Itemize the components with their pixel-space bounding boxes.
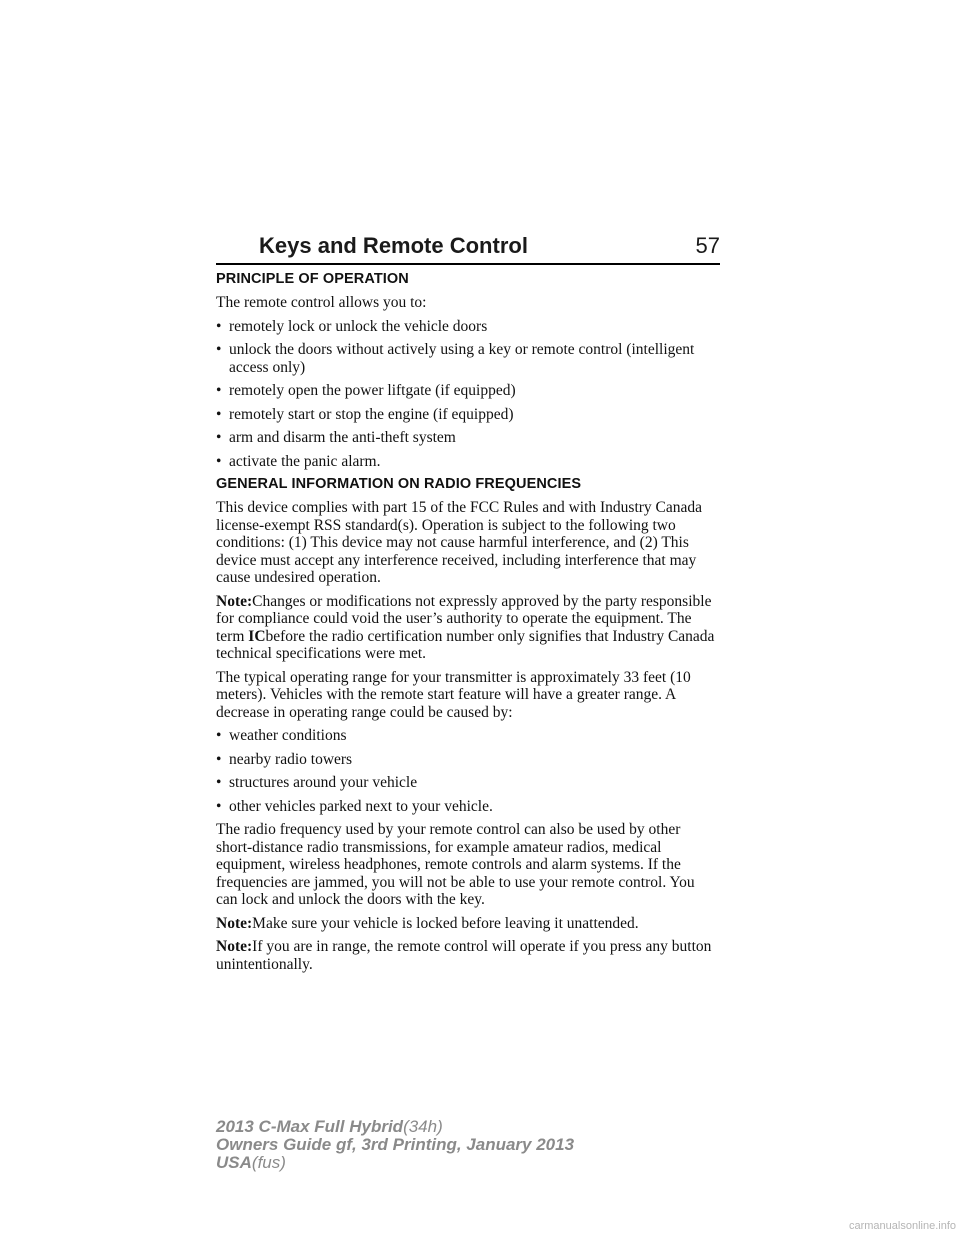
ic-term: IC: [248, 627, 266, 645]
intro-text: The remote control allows you to:: [216, 294, 427, 311]
range-factors-list: [216, 727, 720, 815]
watermark: carmanualsonline.info: [848, 1220, 956, 1232]
heading-radio-frequencies: GENERAL INFORMATION ON RADIO FREQUENCIES: [216, 476, 582, 492]
list-item: • unlock the doors without actively using a key or remote control (intelligent access only): [216, 341, 695, 376]
list-item: • remotely open the power liftgate (if equipped): [216, 382, 516, 399]
bullet-icon: •: [216, 405, 222, 423]
bullet-icon: •: [216, 750, 222, 768]
fcc-paragraph: This device complies with part 15 of the FCC Rules and with Industry Canada license-exempt RSS standard(s). Operation is subject to the following two conditions: (1) This device may not cause harmful interference, and (2) This device must accept any interference received, including interference that may cause undesired operation.: [216, 499, 703, 586]
note-modifications: Note:Changes or modifications not expressly approved by the party responsible for compliance could void the user’s authority to operate the equipment. The term ICbefore the radio certification number only signifies that Industry Canada technical specifications were met.: [216, 592, 715, 662]
section-title: Keys and Remote Control: [259, 233, 528, 258]
list-item: • remotely start or stop the engine (if equipped): [216, 405, 514, 423]
bullet-icon: •: [216, 429, 222, 446]
page-number: 57: [695, 233, 720, 258]
note-label: Note:: [216, 592, 253, 610]
list-item: • other vehicles parked next to your vehicle.: [216, 797, 493, 815]
list-item: • nearby radio towers: [216, 750, 353, 768]
note-locked: Note:Make sure your vehicle is locked before leaving it unattended.: [216, 914, 639, 932]
list-item: • structures around your vehicle: [216, 774, 418, 791]
note-label: Note:: [216, 938, 253, 955]
list-item: • remotely lock or unlock the vehicle doors: [216, 317, 488, 335]
bullet-icon: •: [216, 317, 222, 335]
range-paragraph: The typical operating range for your transmitter is approximately 33 feet (10 meters). Vehicles with the remote start feature will have a greater range. A decrease in operating range could be caused by:: [216, 668, 691, 721]
list-item: • weather conditions: [216, 727, 347, 744]
list-item: • activate the panic alarm.: [216, 452, 381, 470]
footer-line-region: USA(fus): [216, 1153, 286, 1172]
bullet-icon: •: [216, 341, 222, 358]
frequency-paragraph: The radio frequency used by your remote control can also be used by other short-distance radio transmissions, for example amateur radios, medical equipment, wireless headphones, remote controls and alarm systems. If the frequencies are jammed, you will not be able to use your remote control. You can lock and unlock the doors with the key.: [216, 821, 695, 908]
footer-line-printing: Owners Guide gf, 3rd Printing, January 2013: [216, 1135, 575, 1154]
document-footer: [216, 1118, 574, 1172]
note-in-range: Note:If you are in range, the remote control will operate if you press any button unintentionally.: [216, 938, 712, 973]
heading-principle-of-operation: PRINCIPLE OF OPERATION: [216, 271, 409, 287]
bullet-icon: •: [216, 774, 222, 791]
list-item: • arm and disarm the anti-theft system: [216, 429, 456, 446]
page-header: [216, 233, 720, 265]
operation-list: [216, 318, 720, 471]
page-content: [216, 271, 720, 979]
note-label: Note:: [216, 914, 253, 932]
footer-line-model: 2013 C-Max Full Hybrid(34h): [216, 1117, 443, 1136]
bullet-icon: •: [216, 797, 222, 815]
bullet-icon: •: [216, 452, 222, 470]
bullet-icon: •: [216, 382, 222, 399]
bullet-icon: •: [216, 727, 222, 744]
